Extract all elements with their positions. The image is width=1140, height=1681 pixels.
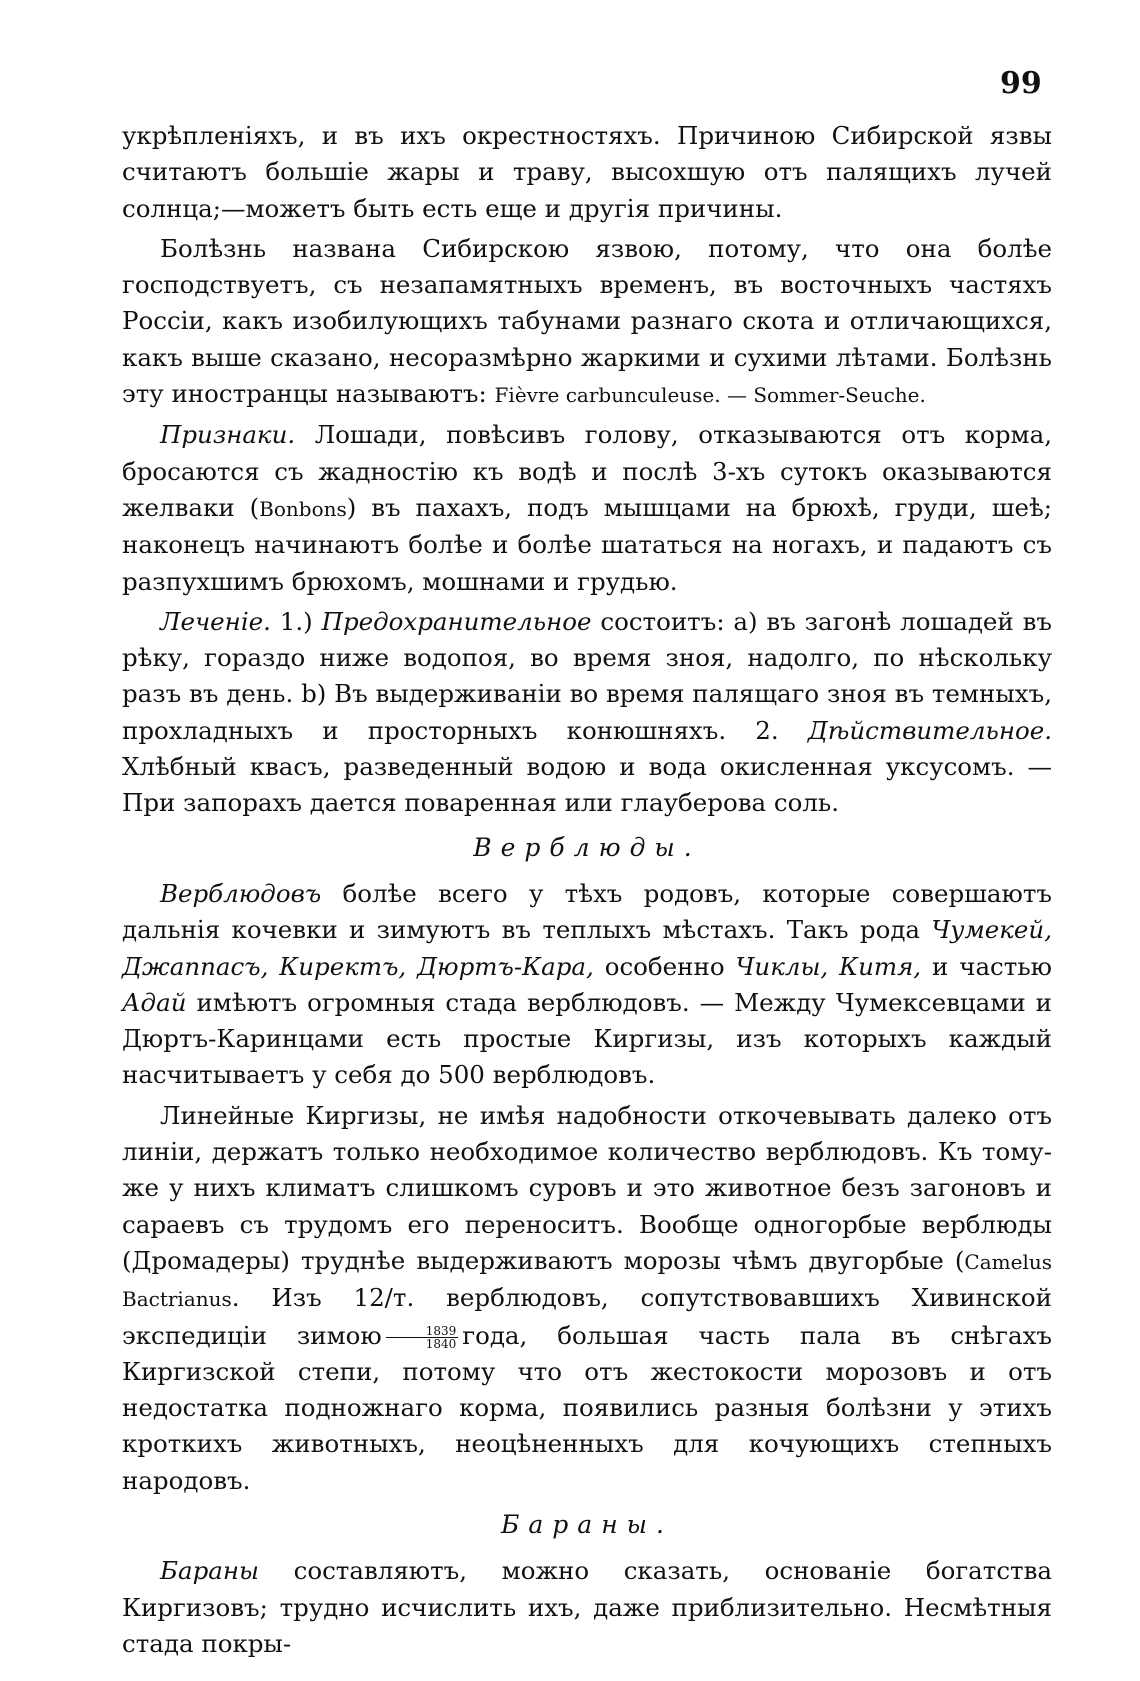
- treatment-text-2: Хлѣбный квасъ, разведенный водою и вода окисленная уксусомъ. — При запорахъ дается поваренная или глауберова соль.: [122, 752, 1052, 818]
- section-heading-sheep: Бараны.: [501, 1509, 673, 1539]
- camels-term: Верблюдовъ: [160, 878, 322, 908]
- treatment-label: Леченіе.: [160, 606, 271, 636]
- foreign-term: Fièvre carbunculeuse. — Sommer-Seuche.: [494, 383, 926, 408]
- treatment-num: 1.): [270, 606, 322, 636]
- paragraph-2: [122, 231, 1052, 413]
- paragraph-line-kirgiz: [122, 1098, 1052, 1499]
- section-heading-camels: Верблюды.: [473, 832, 701, 862]
- fraction-top: 1839: [386, 1325, 459, 1338]
- paragraph-sheep: [122, 1553, 1052, 1662]
- camels-text-3: и частью: [921, 951, 1053, 981]
- line-kirgiz-text-3: года, большая часть пала въ снѣгахъ Киргизской степи, потому что отъ жестокости морозовъ и отъ недостатка подножнаго корма, появились разныя болѣзни у этихъ кроткихъ животныхъ, неоцѣненныхъ для кочующихъ степныхъ народовъ.: [122, 1320, 1052, 1495]
- fraction-bottom: 1840: [425, 1336, 457, 1351]
- paragraph-treatment: [122, 604, 1052, 822]
- paragraph-camels: [122, 876, 1052, 1094]
- symptoms-label: Признаки.: [160, 420, 296, 450]
- paragraph-symptoms: [122, 417, 1052, 599]
- body-text: [122, 118, 1052, 1666]
- sheep-text: составляютъ, можно сказать, основаніе богатства Киргизовъ; трудно исчислить ихъ, даже приблизительно. Несмѣтныя стада покры-: [122, 1556, 1052, 1658]
- sheep-term: Бараны: [160, 1556, 259, 1586]
- treatment-preventive: Предохранительное: [321, 606, 592, 636]
- latin-camelus: Camelus Bactrianus: [122, 1249, 1052, 1312]
- paragraph-2-text: Болѣзнь названа Сибирскою язвою, потому, что она болѣе господствуетъ, съ незапамятныхъ временъ, въ восточныхъ частяхъ Россіи, какъ изобилующихъ табунами разнаго скота и отличающихся, какъ выше сказано, несоразмѣрно жаркими и сухими лѣтами. Болѣзнь эту иностранцы называютъ:: [122, 233, 1052, 409]
- clan-names-1: Чумекей, Джаппасъ, Киректъ, Дюртъ-Кара,: [122, 915, 1052, 981]
- year-fraction: [386, 1325, 459, 1350]
- camels-text-4: имѣютъ огромныя стада верблюдовъ. — Между Чумексевцами и Дюртъ-Каринцами есть простые Киргизы, изъ которыхъ каждый насчитываетъ у себя до 500 верблюдовъ.: [122, 987, 1052, 1090]
- camels-text-2: особенно: [593, 951, 736, 981]
- paragraph-1: укрѣпленіяхъ, и въ ихъ окрестностяхъ. Причиною Сибирской язвы считаютъ большіе жары и траву, высохшую отъ палящихъ лучей солнца;—можетъ быть есть еще и другія причины.: [122, 121, 1052, 223]
- page-number: 99: [1000, 66, 1042, 101]
- symptoms-text-1: Лошади, повѣсивъ голову, отказываются отъ корма, бросаются съ жадностію къ водѣ и послѣ 3-хъ сутокъ оказываются желваки (: [122, 420, 1052, 522]
- line-kirgiz-text-1: Линейные Киргизы, не имѣя надобности откочевывать далеко отъ линіи, держатъ только необходимое количество верблюдовъ. Къ тому-же у нихъ климатъ слишкомъ суровъ и это животное безъ загоновъ и сараевъ съ трудомъ его переноситъ. Вообще одногорбые верблюды (Дромадеры) труднѣе выдерживаютъ морозы чѣмъ двугорбые (: [122, 1100, 1052, 1275]
- treatment-text-1: состоитъ: a) въ загонѣ лошадей въ рѣку, гораздо ниже водопоя, во время зноя, надолго, по нѣскольку разъ въ день. b) Въ выдерживаніи во время палящаго зноя въ темныхъ, прохладныхъ и просторныхъ конюшняхъ. 2.: [122, 606, 1052, 745]
- treatment-active: Дѣйствительное.: [807, 715, 1052, 745]
- clan-adai: Адай: [122, 987, 187, 1017]
- clan-names-2: Чиклы, Китя,: [735, 951, 922, 981]
- latin-term-bonbons: Bonbons: [259, 496, 347, 521]
- camels-text-1: болѣе всего у тѣхъ родовъ, которые совершаютъ дальнія кочевки и зимуютъ въ теплыхъ мѣстахъ. Такъ рода: [122, 878, 1052, 945]
- symptoms-text-2: ) въ пахахъ, подъ мышцами на брюхѣ, груди, шеѣ; наконецъ начинаютъ болѣе и болѣе шататься на ногахъ, и падаютъ съ разпухшимъ брюхомъ, мошнами и грудью.: [122, 492, 1052, 596]
- line-kirgiz-text-2: . Изъ 12/т. верблюдовъ, сопутствовавшихъ Хивинской экспедиціи зимою: [122, 1283, 1052, 1350]
